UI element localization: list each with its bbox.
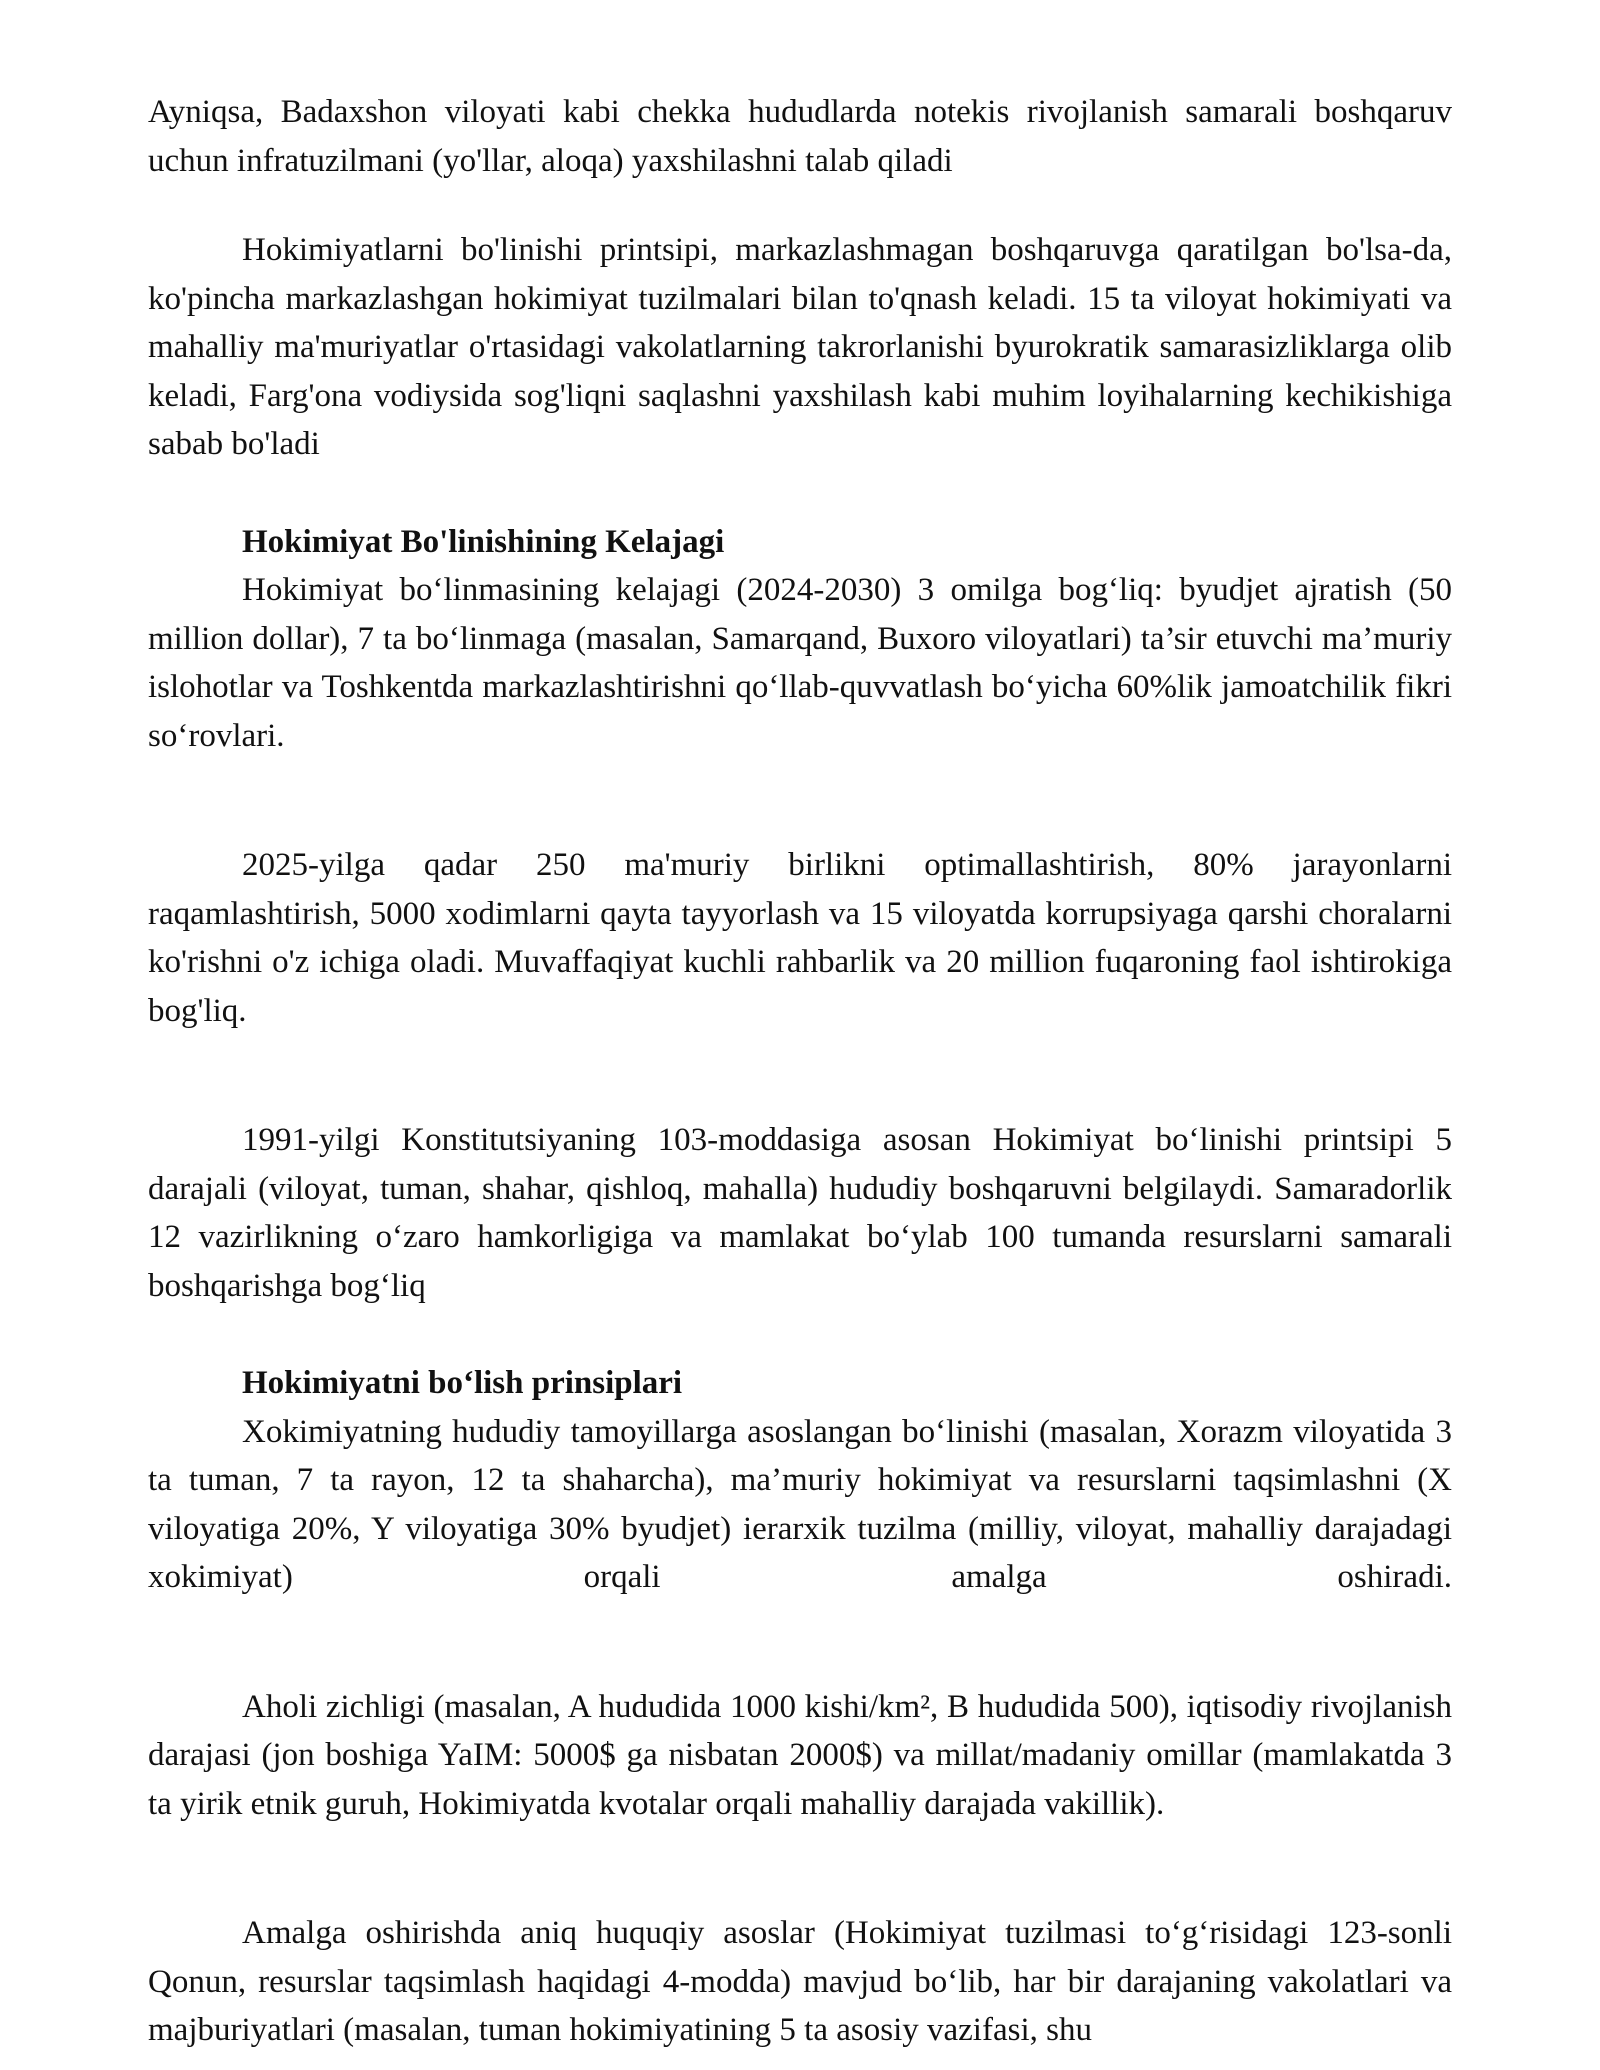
paragraph-constitution-article: 1991-yilgi Konstitutsiyaning 103-moddasiga asosan Hokimiyat bo‘linishi printsipi 5 darajali (viloyat, tuman, shahar, qishloq, mahalla) hududiy boshqaruvni belgilaydi. Samaradorlik 12 vazirlikning o‘zaro hamkorligiga va mamlakat bo‘ylab 100 tumanda resurslarni samarali boshqarishga bog‘liq [148,1122,1452,1304]
paragraph-future-factors: Hokimiyat bo‘linmasining kelajagi (2024-2030) 3 omilga bog‘liq: byudjet ajratish (50 million dollar), 7 ta bo‘linmaga (masalan, Samarqand, Buxoro viloyatlari) ta’sir etuvchi ma’muriy islohotlar va Toshkentda markazlashtirishni qo‘llab-quvvatlash bo‘yicha 60%lik jamoatchilik fikri so‘rovlari. [148,572,1452,754]
paragraph-2025-optimization: 2025-yilga qadar 250 ma'muriy birlikni optimallashtirish, 80% jarayonlarni raqamlashtirish, 5000 xodimlarni qayta tayyorlash va 15 viloyatda korrupsiyaga qarshi choralarni ko'rishni o'z ichiga oladi. Muvaffaqiyat kuchli rahbarlik va 20 million fuqaroning faol ishtirokiga bog'liq. [148,847,1452,1029]
heading-future-of-power-division: Hokimiyat Bo'linishining Kelajagi [242,523,725,560]
heading-division-principles: Hokimiyatni bo‘lish prinsiplari [242,1365,683,1401]
paragraph-legal-basis: Amalga oshirishda aniq huquqiy asoslar (Hokimiyat tuzilmasi to‘g‘risidagi 123-sonli Qonun, resurslar taqsimlash haqidagi 4-modda) mavjud bo‘lib, har bir darajaning vakolatlari va majburiyatlari (masalan, tuman hokimiyatining 5 ta asosiy vazifasi, shu [148,1915,1452,2048]
paragraph-population-density: Aholi zichligi (masalan, A hududida 1000 kishi/km², B hududida 500), iqtisodiy rivojlanish darajasi (jon boshiga YaIM: 5000$ ga nisbatan 2000$) va millat/madaniy omillar (mamlakatda 3 ta yirik etnik guruh, Hokimiyatda kvotalar orqali mahalliy darajada vakillik). [148,1688,1452,1822]
paragraph-separation-of-powers-conflict: Hokimiyatlarni bo'linishi printsipi, markazlashmagan boshqaruvga qaratilgan bo'lsa-da, ko'pincha markazlashgan hokimiyat tuzilmalari bilan to'qnash keladi. 15 ta viloyat hokimiyati va mahalliy ma'muriyatlar o'rtasidagi vakolatlarning takrorlanishi byurokratik samarasizliklarga olib keladi, Farg'ona vodiysida sog'liqni saqlashni yaxshilash kabi muhim loyihalarning kechikishiga sabab bo'ladi [148,232,1452,462]
paragraph-territorial-principles: Xokimiyatning hududiy tamoyillarga asoslangan bo‘linishi (masalan, Xorazm viloyatida 3 ta tuman, 7 ta rayon, 12 ta shaharcha), ma’muriy hokimiyat va resurslarni taqsimlashni (X viloyatiga 20%, Y viloyatiga 30% byudjet) ierarxik tuzilma (milliy, viloyat, mahalliy darajadagi xokimiyat) orqali amalga oshiradi. [148,1413,1452,1595]
paragraph-regional-infrastructure: Ayniqsa, Badaxshon viloyati kabi chekka hududlarda notekis rivojlanish samarali boshqaruv uchun infratuzilmani (yo'llar, aloqa) yaxshilashni talab qiladi [148,94,1452,179]
document-page [148,88,1452,2055]
